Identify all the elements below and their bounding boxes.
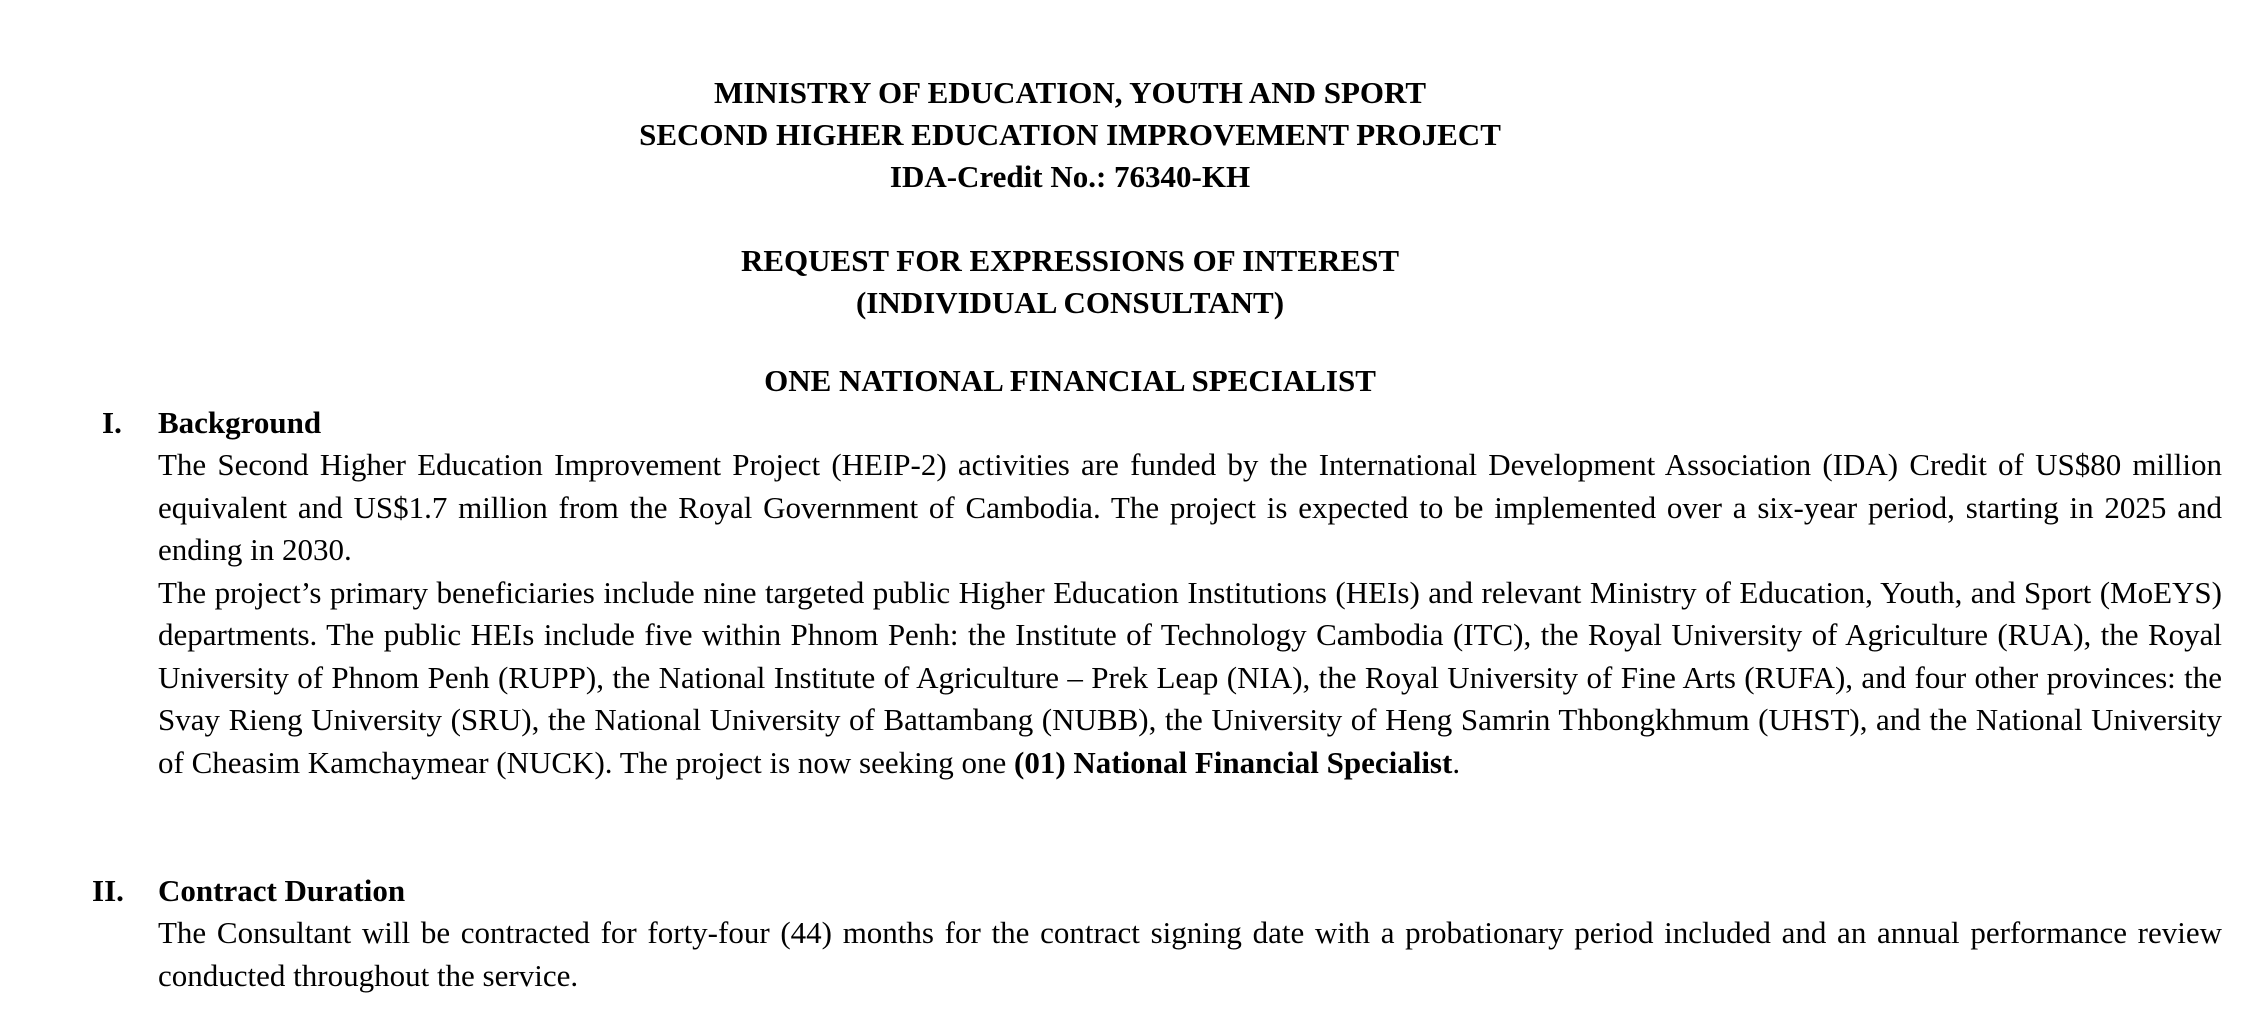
section-number-background: I. — [102, 405, 122, 440]
ministry-name: MINISTRY OF EDUCATION, YOUTH AND SPORT — [713, 75, 1427, 110]
position-title: ONE NATIONAL FINANCIAL SPECIALIST — [764, 363, 1376, 398]
project-name: SECOND HIGHER EDUCATION IMPROVEMENT PROJECT — [639, 117, 1501, 152]
background-paragraph-2 — [158, 572, 2222, 785]
section-heading-background: Background — [158, 405, 322, 440]
section-heading-contract-duration: Contract Duration — [158, 873, 406, 908]
request-title: REQUEST FOR EXPRESSIONS OF INTEREST — [740, 243, 1400, 278]
credit-number: IDA-Credit No.: 76340-KH — [889, 159, 1251, 194]
background-paragraph-2-text: The project’s primary beneficiaries include nine targeted public Higher Education Institutions (HEIs) and relevant Ministry of Education, Youth, and Sport (MoEYS) departments. The public HEIs include five within Phnom Penh: the Institute of Technology Cambodia (ITC), the Royal University of Agriculture (RUA), the Royal University of Phnom Penh (RUPP), the National Institute of Agriculture – Prek Leap (NIA), the Royal University of Fine Arts (RUFA), and four other provinces: the Svay Rieng University (SRU), the National University of Battambang (NUBB), the University of Heng Samrin Thbongkhmum (UHST), and the National University of Cheasim Kamchaymear (NUCK). The project is now seeking one — [158, 574, 2222, 780]
section-number-contract-duration: II. — [92, 873, 124, 908]
request-title-block — [0, 240, 2202, 324]
request-subtitle: (INDIVIDUAL CONSULTANT) — [855, 285, 1285, 320]
background-paragraph-1: The Second Higher Education Improvement Project (HEIP-2) activities are funded by the International Development Association (IDA) Credit of US$80 million equivalent and US$1.7 million from the Royal Government of Cambodia. The project is expected to be implemented over a six-year period, starting in 2025 and ending in 2030. — [158, 447, 2222, 567]
contract-duration-paragraph-1: The Consultant will be contracted for forty-four (44) months for the contract signing date with a probationary period included and an annual performance review conducted throughout the service. — [158, 915, 2222, 993]
section-body-contract-duration — [158, 912, 2222, 997]
position-emphasis: (01) National Financial Specialist — [1014, 744, 1453, 780]
background-paragraph-2-end: . — [1452, 744, 1461, 780]
document-header — [0, 72, 2202, 198]
position-title-block — [0, 360, 2202, 402]
section-body-background — [158, 444, 2222, 784]
